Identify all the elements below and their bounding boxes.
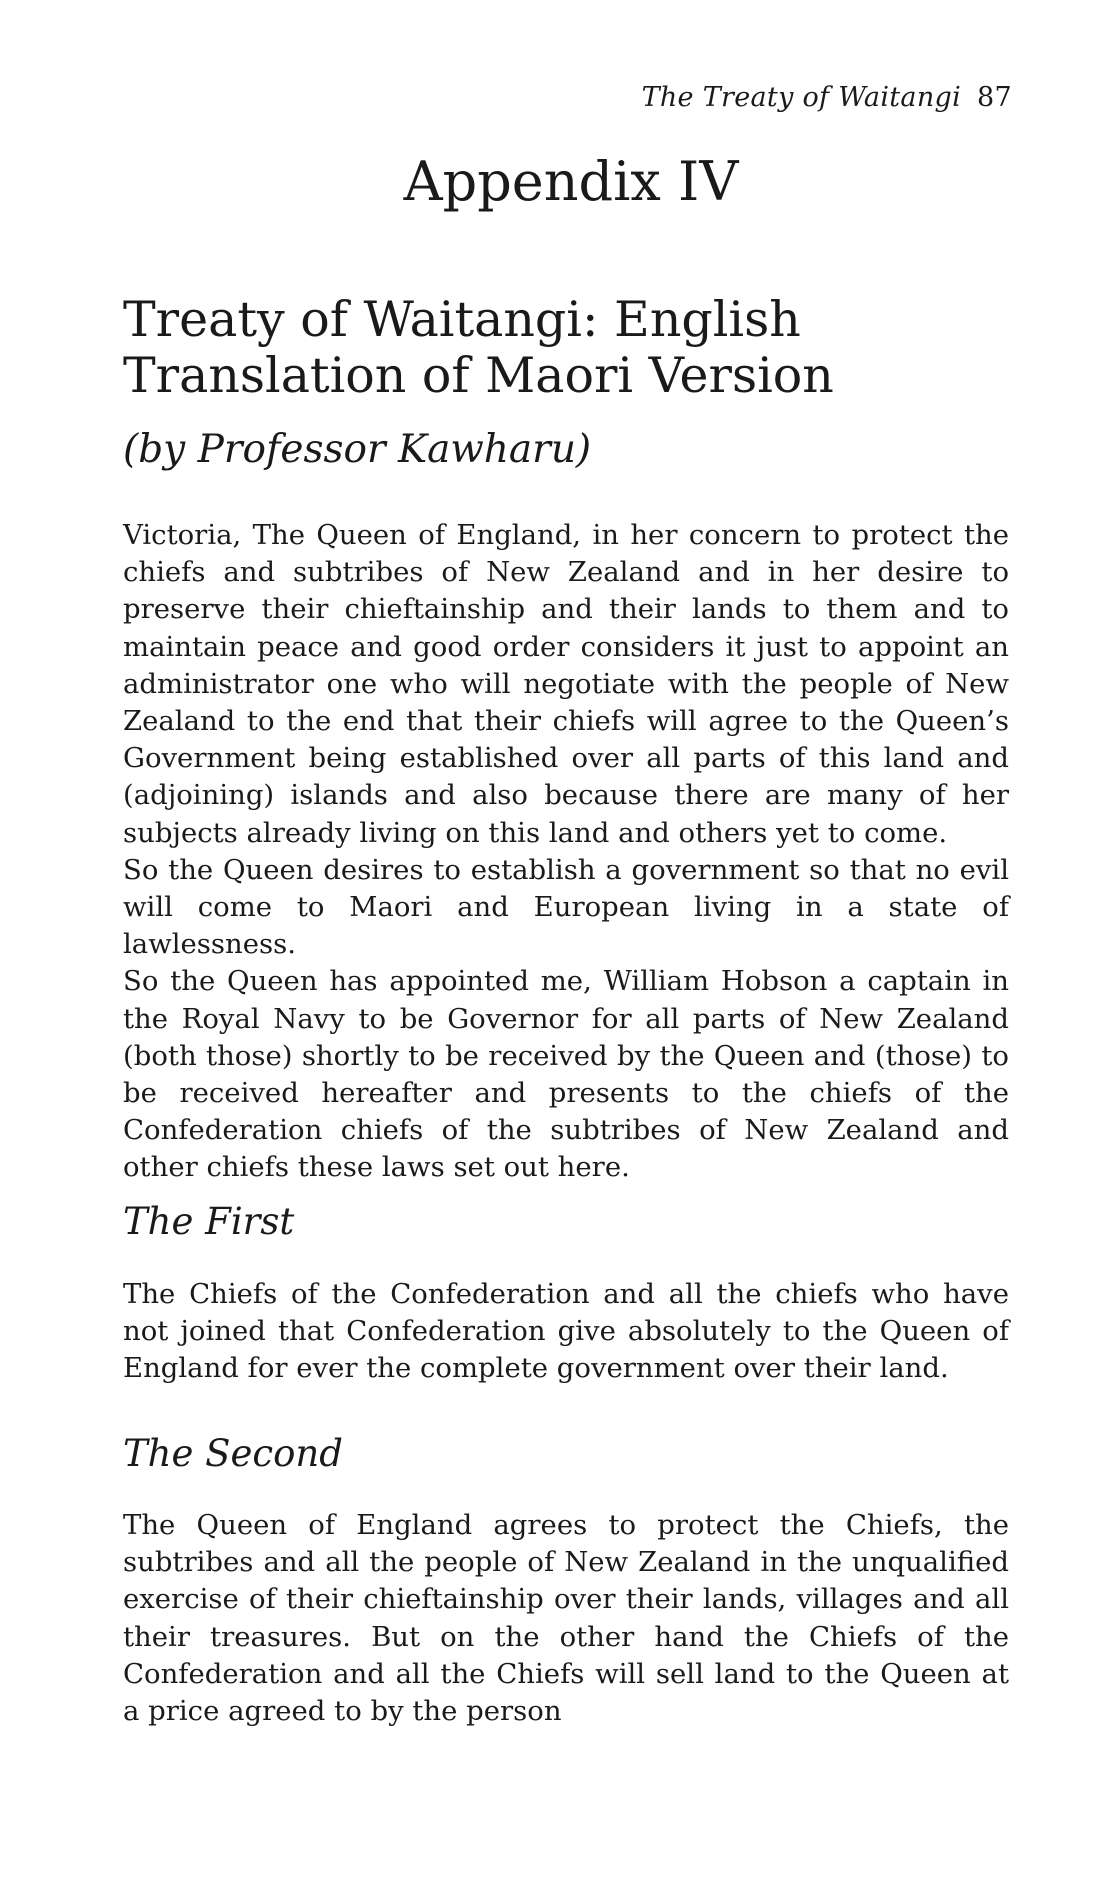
article-heading-second: The Second <box>123 1432 343 1475</box>
article-paragraph: The Chiefs of the Confederation and all the chiefs who have not joined that Confederation give absolutely to the Queen of England for ever the complete government over their land. <box>123 1278 1009 1385</box>
appendix-title: Appendix IV <box>403 150 739 213</box>
article-text-second <box>123 1507 1009 1730</box>
article-paragraph: The Queen of England agrees to protect the Chiefs, the subtribes and all the people of New Zealand in the unqualified exercise of their chieftainship over their lands, villages and all their treasures. But on the other hand the Chiefs of the Confederation and all the Chiefs will sell land to the Queen at a price agreed to by the person <box>123 1509 1009 1728</box>
preamble <box>123 517 1009 1187</box>
page-number: 87 <box>977 82 1012 113</box>
preamble-paragraph: Victoria, The Queen of England, in her concern to protect the chiefs and subtribes of New Zealand and in her desire to preserve their chieftainship and their lands to them and to maintain peace and good order considers it just to appoint an administrator one who will negotiate with the people of New Zealand to the end that their chiefs will agree to the Queen’s Government being established over all parts of this land and (adjoining) islands and also because there are many of her subjects already living on this land and others yet to come. <box>123 519 1009 849</box>
preamble-paragraph: So the Queen desires to establish a government so that no evil will come to Maori and European living in a state of lawlessness. <box>123 853 1009 961</box>
running-head <box>642 82 1012 113</box>
article-text-first <box>123 1276 1009 1388</box>
preamble-paragraph: So the Queen has appointed me, William Hobson a captain in the Royal Navy to be Governor for all parts of New Zealand (both those) shortly to be received by the Queen and (those) to be received hereafter and presents to the chiefs of the Confederation chiefs of the subtribes of New Zealand and other chiefs these laws set out here. <box>123 965 1009 1184</box>
author-byline: (by Professor Kawharu) <box>123 427 592 472</box>
document-title: Treaty of Waitangi: English Translation of Maori Version <box>123 291 834 404</box>
running-head-title: The Treaty of Waitangi <box>641 82 962 113</box>
article-heading-first: The First <box>123 1200 295 1243</box>
